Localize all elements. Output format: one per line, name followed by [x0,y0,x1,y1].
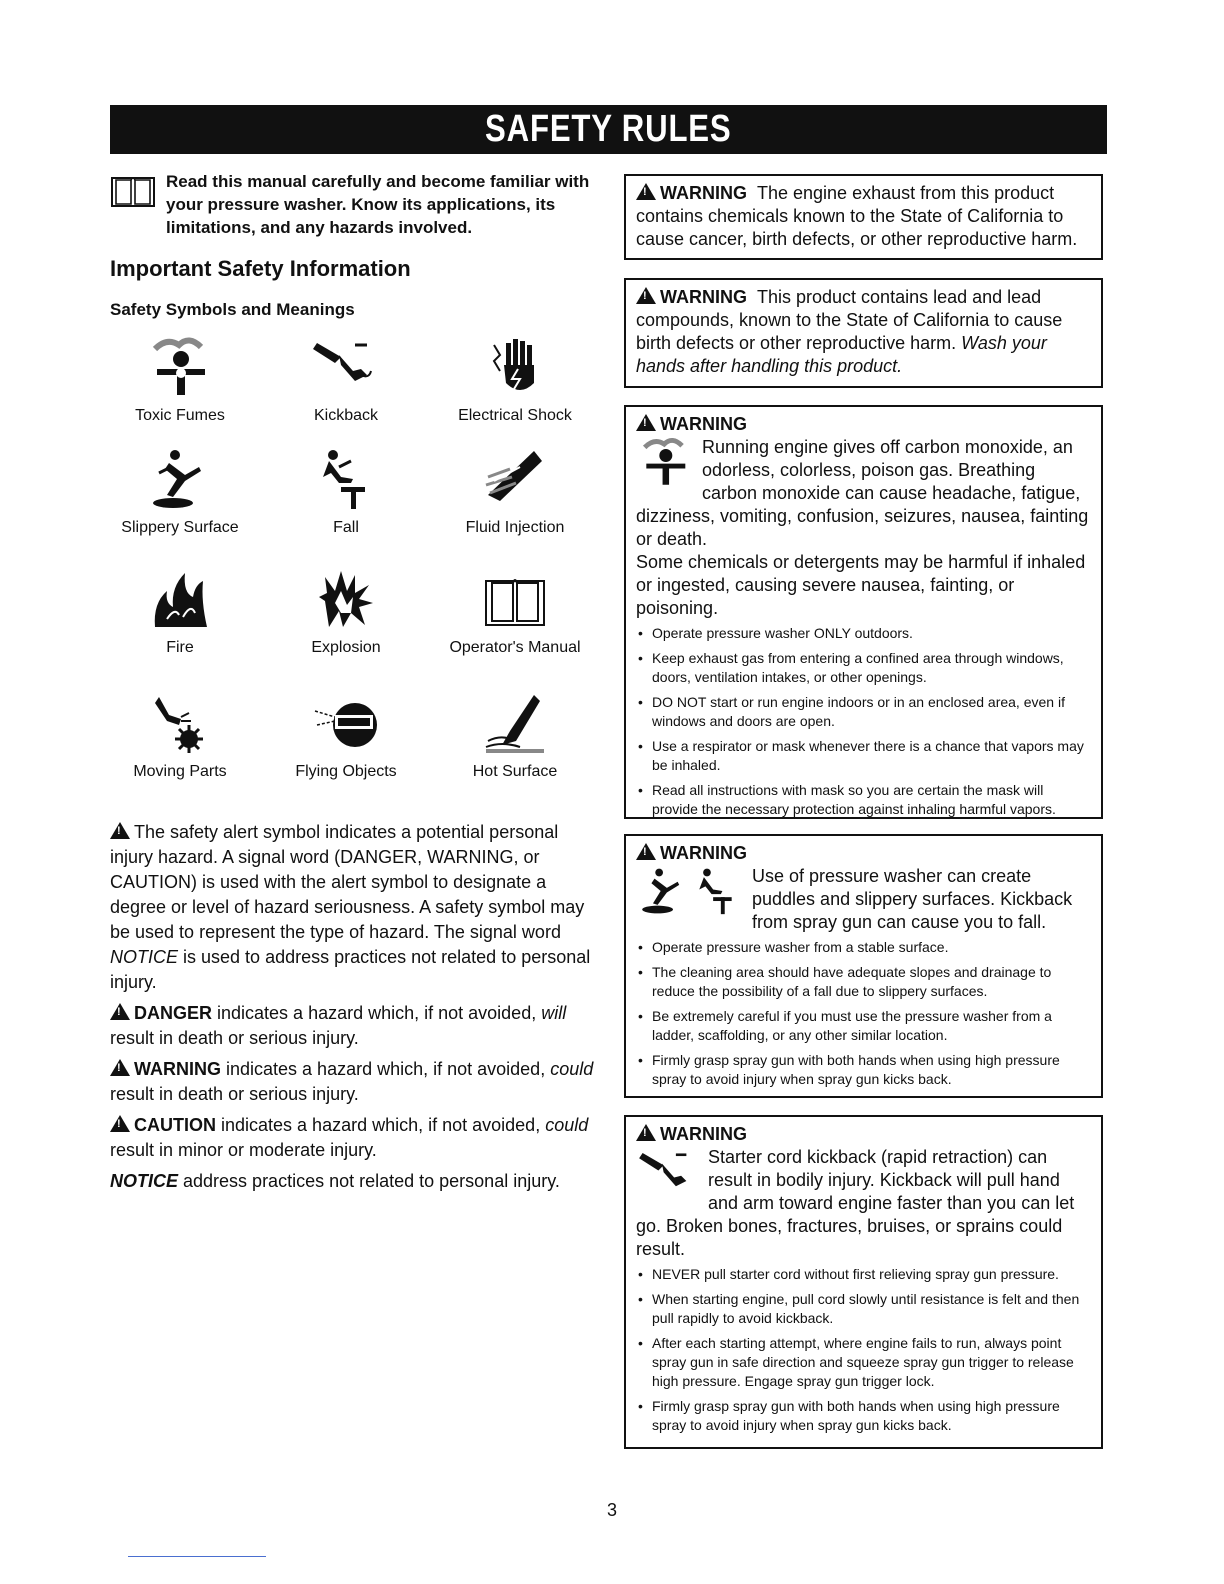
explosion-icon [311,567,381,631]
list-item: • Use a respirator or mask whenever there is a chance that vapors may be inhaled. [648,737,1091,775]
slippery-surface-icon [145,447,215,511]
list-item: • Be extremely careful if you must use the pressure washer from a ladder, scaffolding, or any other similar location. [648,1007,1091,1045]
section-subheading: Safety Symbols and Meanings [110,300,355,319]
symbol-flying-objects [266,691,426,781]
safety-alert-icon [110,1003,130,1020]
intro [110,170,590,239]
symbol-kickback [266,335,426,425]
safety-alert-icon [110,822,130,839]
symbol-label: Slippery Surface [121,519,239,536]
symbol-label: Operator's Manual [449,639,581,656]
symbol-moving-parts [100,691,260,781]
toxic-fumes-icon [145,335,215,399]
flying-objects-icon [311,691,381,755]
page-number: 3 [606,1500,617,1520]
fall-icon [311,447,381,511]
symbol-label: Moving Parts [133,763,227,780]
symbol-hot-surface [435,691,595,781]
list-item: • After each starting attempt, where engine fails to run, always point spray gun in safe direction and squeeze spray gun trigger to release high pressure. Engage spray gun trigger lock. [648,1334,1091,1391]
symbol-label: Kickback [313,407,379,424]
list-item: • Read all instructions with mask so you are certain the mask will provide the necessary protection against inhaling harmful vapors. [648,781,1091,819]
symbol-label: Electrical Shock [458,407,572,424]
signal-word-explanation [110,820,595,1200]
warning-bullets [636,624,1091,819]
fire-icon [145,567,215,631]
symbol-toxic-fumes [100,335,260,425]
warning-box-carbon-monoxide: !WARNING Running engine gives off carbon monoxide, an odorless, colorless, poison gas. Breathing carbon monoxide can cause headache, fatigue, dizziness, vomiting, confusion, seizures, nausea, fainting or death. Some chemicals or detergents may be harmful if inhaled or ingested, causing severe nausea, fainting, or poisoning. • Operate pressure washer ONLY outdoors. • Keep exhaust gas from entering a confined area through windows, doors, ventilation intakes, or other openings. • DO NOT start or run engine indoors or in an enclosed area, even if windows and doors are open. • Use a respirator or mask whenever there is a chance that vapors may be inhaled. • Read all instructions with mask so you are certain the mask will provide the necessary protection against inhaling harmful vapors. [624,405,1103,819]
fluid-injection-icon [480,447,550,511]
kickback-icon [636,1146,700,1202]
safety-alert-icon [636,183,656,200]
warning-text: Running engine gives off carbon monoxide, an odorless, colorless, poison gas. Breathing carbon monoxide can cause headache, fatigue, dizziness, vomiting, confusion, seizures, nausea, fainting or death. [636,437,1089,549]
symbol-label: Fire [166,639,194,656]
warning-text-2: Some chemicals or detergents may be harmful if inhaled or ingested, causing severe nausea, fainting, or poisoning. [636,552,1086,618]
warning-definition: !WARNING indicates a hazard which, if not avoided, could result in death or serious injury. [110,1057,595,1107]
symbol-fall [266,447,426,537]
safety-alert-icon [636,843,656,860]
caution-definition: !CAUTION indicates a hazard which, if not avoided, could result in minor or moderate injury. [110,1113,595,1163]
list-item: • NEVER pull starter cord without first relieving spray gun pressure. [648,1265,1091,1284]
toxic-fumes-icon [636,436,694,488]
symbol-label: Hot Surface [472,763,558,780]
symbol-slippery-surface [100,447,260,537]
warning-box-starter-cord: !WARNING Starter cord kickback (rapid retraction) can result in bodily injury. Kickback will pull hand and arm toward engine faster than you can let go. Broken bones, fractures, bruises, or sprains could result. • NEVER pull starter cord without first relieving spray gun pressure. • When starting engine, pull cord slowly until resistance is felt and then pull rapidly to avoid kickback. • After each starting attempt, where engine fails to run, always point spray gun in safe direction and squeeze spray gun trigger to release high pressure. Engage spray gun trigger lock. • Firmly grasp spray gun with both hands when using high pressure spray to avoid injury when spray gun kicks back. [624,1115,1103,1449]
safety-alert-icon [636,1124,656,1141]
symbol-label: Explosion [311,639,381,656]
list-item: • The cleaning area should have adequate slopes and drainage to reduce the possibility of a fall due to slippery surfaces. [648,963,1091,1001]
list-item: • Keep exhaust gas from entering a confined area through windows, doors, ventilation intakes, or other openings. [648,649,1091,687]
manual-icon [480,567,550,631]
list-item: • DO NOT start or run engine indoors or in an enclosed area, even if windows and doors are open. [648,693,1091,731]
list-item: • When starting engine, pull cord slowly until resistance is felt and then pull rapidly to avoid kickback. [648,1290,1091,1328]
warning-bullets [636,938,1091,1089]
slippery-fall-icon [636,865,744,917]
alert-paragraph: !The safety alert symbol indicates a potential personal injury hazard. A signal word (DANGER, WARNING, or CAUTION) is used with the alert symbol to designate a degree or level of hazard seriousness. A safety symbol may be used to represent the type of hazard. The signal word NOTICE is used to address practices not related to personal injury. [110,820,595,995]
safety-alert-icon [636,287,656,304]
list-item: • Operate pressure washer ONLY outdoors. [648,624,1091,643]
warning-box-exhaust: !WARNING The engine exhaust from this product contains chemicals known to the State of California to cause cancer, birth defects, or other reproductive harm. [624,174,1103,260]
warning-box-slippery: !WARNING Use of pressure washer can create puddles and slippery surfaces. Kickback from spray gun can cause you to fall. • Operate pressure washer from a stable surface. • The cleaning area should have adequate slopes and drainage to reduce the possibility of a fall due to slippery surfaces. • Be extremely careful if you must use the pressure washer from a ladder, scaffolding, or any other similar location. • Firmly grasp spray gun with both hands when using high pressure spray to avoid injury when spray gun kicks back. [624,834,1103,1098]
symbol-electrical-shock [435,335,595,425]
symbol-label: Fall [333,519,359,536]
list-item: • Firmly grasp spray gun with both hands when using high pressure spray to avoid injury when spray gun kicks back. [648,1397,1091,1435]
list-item: • Firmly grasp spray gun with both hands when using high pressure spray to avoid injury when spray gun kicks back. [648,1051,1091,1089]
intro-text: Read this manual carefully and become familiar with your pressure washer. Know its applications, its limitations, and any hazards involved. [166,172,590,237]
symbol-label: Flying Objects [295,763,397,780]
warning-box-lead: !WARNING This product contains lead and lead compounds, known to the State of California to cause birth defects or other reproductive harm. Wash your hands after handling this product. [624,278,1103,388]
symbol-fluid-injection [435,447,595,537]
symbol-fire [100,567,260,657]
moving-parts-icon [145,691,215,755]
symbol-label: Fluid Injection [465,519,565,536]
list-item: • Operate pressure washer from a stable surface. [648,938,1091,957]
warning-text: Starter cord kickback (rapid retraction) can result in bodily injury. Kickback will pull hand and arm toward engine faster than you can let go. Broken bones, fractures, bruises, or sprains could result. [636,1147,1075,1259]
hot-surface-icon [480,691,550,755]
danger-definition: !DANGER indicates a hazard which, if not avoided, will result in death or serious injury. [110,1001,595,1051]
safety-alert-icon [110,1115,130,1132]
safety-alert-icon [110,1059,130,1076]
section-heading: Important Safety Information [110,256,411,281]
symbol-operators-manual [435,567,595,657]
notice-definition: NOTICE address practices not related to personal injury. [110,1171,560,1191]
page-title: SAFETY RULES [110,105,1107,154]
symbol-explosion [266,567,426,657]
safety-alert-icon [636,414,656,431]
symbol-label: Toxic Fumes [135,407,225,424]
footer-divider [128,1556,266,1557]
electrical-shock-icon [480,335,550,399]
warning-text: Use of pressure washer can create puddles and slippery surfaces. Kickback from spray gun can cause you to fall. [752,866,1073,932]
warning-bullets [636,1265,1091,1435]
kickback-icon [311,335,381,399]
manual-icon [110,172,156,208]
